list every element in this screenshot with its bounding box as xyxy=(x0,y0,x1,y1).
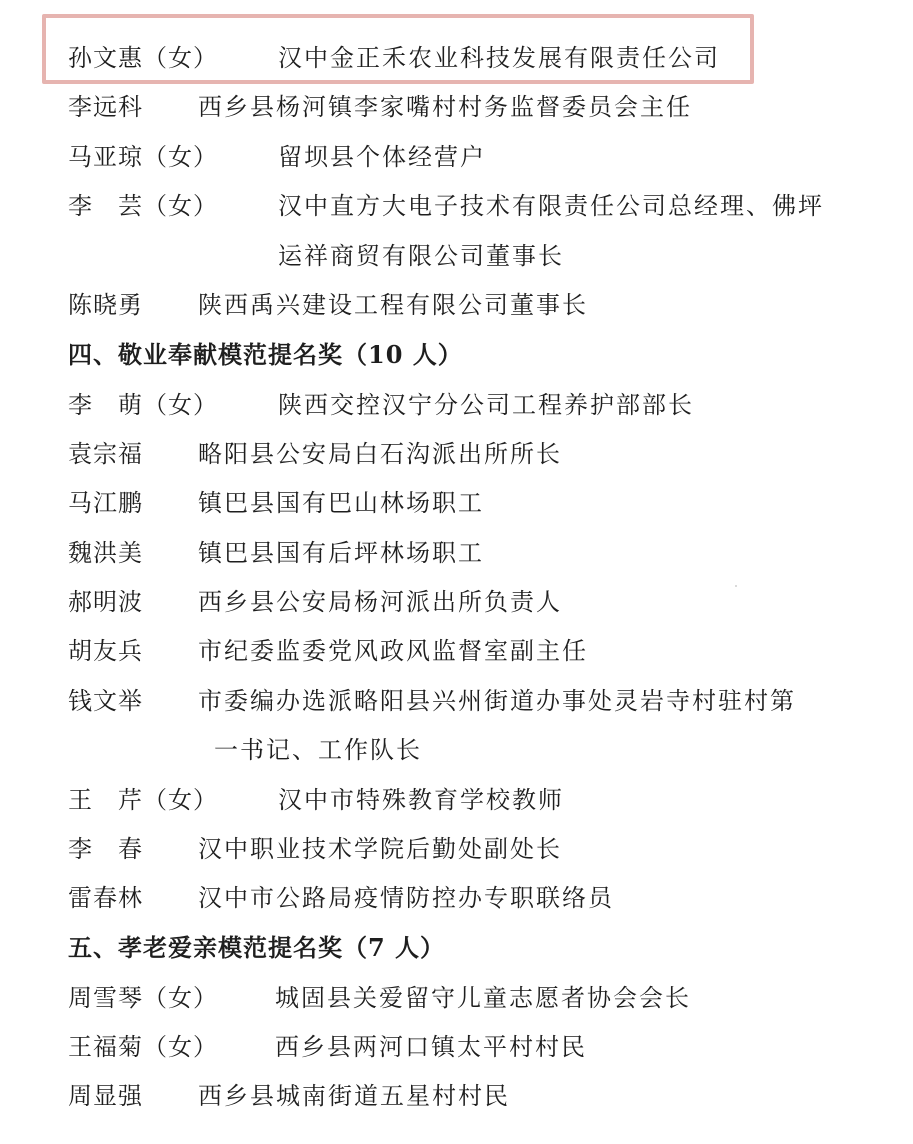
person-name: 魏洪美 xyxy=(68,539,143,567)
person-org: 汉中职业技术学院后勤处副处长 xyxy=(198,835,562,863)
list-item xyxy=(0,186,913,226)
person-name: 李 芸（女） xyxy=(68,192,218,220)
person-org: 汉中金正禾农业科技发展有限责任公司 xyxy=(278,44,720,72)
person-org: 留坝县个体经营户 xyxy=(278,143,486,171)
list-item xyxy=(0,829,913,869)
list-item xyxy=(0,38,913,78)
list-item xyxy=(0,285,913,325)
person-org: 西乡县城南街道五星村村民 xyxy=(198,1082,510,1110)
person-name: 袁宗福 xyxy=(68,440,143,468)
list-item xyxy=(0,582,913,622)
person-org: 陕西禹兴建设工程有限公司董事长 xyxy=(198,291,588,319)
person-name: 胡友兵 xyxy=(68,637,143,665)
person-org: 西乡县杨河镇李家嘴村村务监督委员会主任 xyxy=(198,93,692,121)
person-org: 城固县关爱留守儿童志愿者协会会长 xyxy=(275,984,691,1012)
list-item xyxy=(0,1027,913,1067)
person-org: 西乡县公安局杨河派出所负责人 xyxy=(198,588,562,616)
list-item xyxy=(0,780,913,820)
list-item xyxy=(0,87,913,127)
scan-speck xyxy=(735,585,737,587)
person-name: 王 芹（女） xyxy=(68,786,218,814)
person-org: 市纪委监委党风政风监督室副主任 xyxy=(198,637,588,665)
person-org: 西乡县两河口镇太平村村民 xyxy=(275,1033,587,1061)
person-name: 孙文惠（女） xyxy=(68,44,218,72)
person-org-continuation: 运祥商贸有限公司董事长 xyxy=(278,242,564,270)
list-item xyxy=(0,1076,913,1116)
list-item-continuation xyxy=(0,730,913,770)
person-name: 马江鹏 xyxy=(68,489,143,517)
person-name: 李 春 xyxy=(68,835,143,863)
person-name: 钱文举 xyxy=(68,687,143,715)
person-name: 李远科 xyxy=(68,93,143,121)
person-org: 汉中直方大电子技术有限责任公司总经理、佛坪 xyxy=(278,192,824,220)
list-item xyxy=(0,137,913,177)
section-heading: 五、孝老爱亲模范提名奖（7 人） xyxy=(68,933,446,962)
list-item xyxy=(0,978,913,1018)
list-item xyxy=(0,483,913,523)
list-item xyxy=(0,878,913,918)
person-org: 汉中市特殊教育学校教师 xyxy=(278,786,564,814)
person-name: 王福菊（女） xyxy=(68,1033,218,1061)
person-org: 汉中市公路局疫情防控办专职联络员 xyxy=(198,884,614,912)
list-item xyxy=(0,681,913,721)
section-heading: 四、敬业奉献模范提名奖（10 人） xyxy=(68,340,463,369)
list-item xyxy=(0,434,913,474)
person-name: 马亚琼（女） xyxy=(68,143,218,171)
person-name: 周显强 xyxy=(68,1082,143,1110)
person-name: 郝明波 xyxy=(68,588,143,616)
person-org-continuation: 一书记、工作队长 xyxy=(214,736,422,764)
person-org: 市委编办选派略阳县兴州街道办事处灵岩寺村驻村第 xyxy=(198,687,796,715)
person-name: 周雪琴（女） xyxy=(68,984,218,1012)
person-name: 李 萌（女） xyxy=(68,391,218,419)
person-org: 略阳县公安局白石沟派出所所长 xyxy=(198,440,562,468)
list-item xyxy=(0,385,913,425)
person-name: 陈晓勇 xyxy=(68,291,143,319)
list-item-continuation xyxy=(0,236,913,276)
list-item xyxy=(0,533,913,573)
person-org: 陕西交控汉宁分公司工程养护部部长 xyxy=(278,391,694,419)
person-name: 雷春林 xyxy=(68,884,143,912)
list-item xyxy=(0,631,913,671)
person-org: 镇巴县国有后坪林场职工 xyxy=(198,539,484,567)
person-org: 镇巴县国有巴山林场职工 xyxy=(198,489,484,517)
